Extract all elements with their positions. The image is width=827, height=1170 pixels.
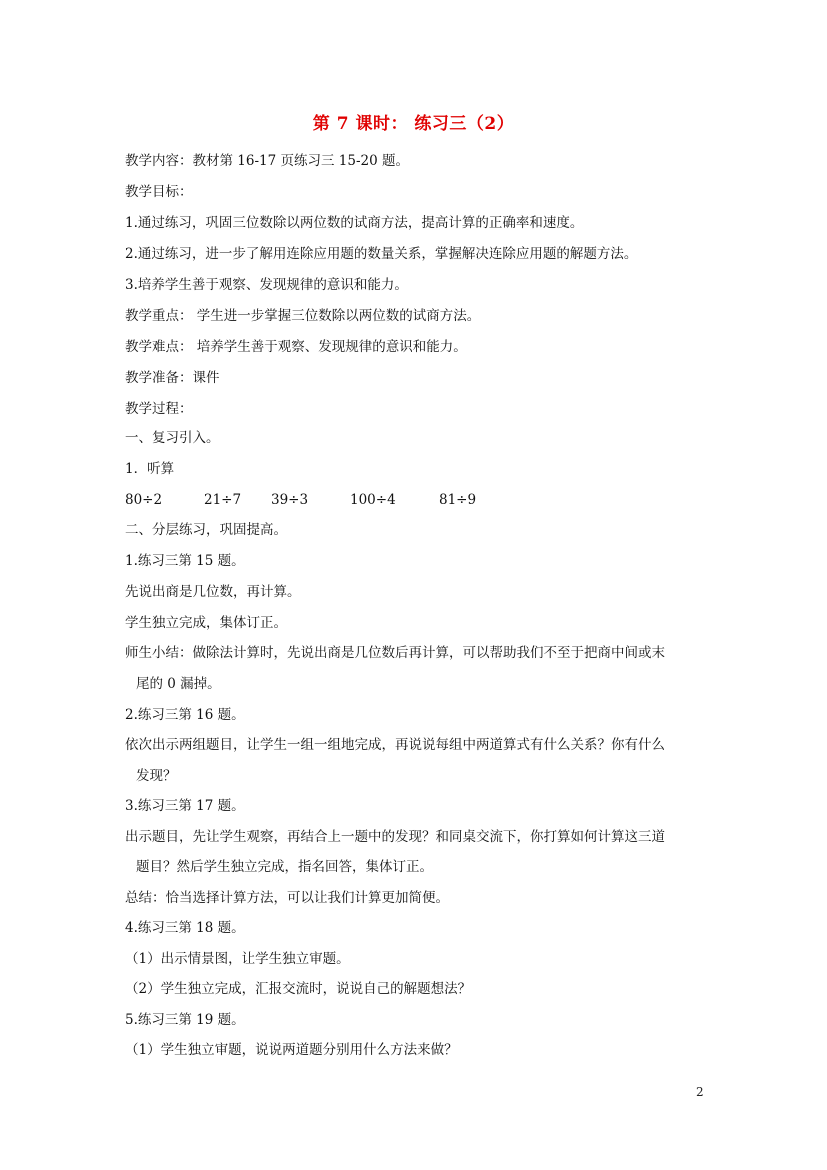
text-line: 发现？ <box>136 768 177 784</box>
text-line: 1．听算 <box>125 461 175 477</box>
text-line: 题目？然后学生独立完成，指名回答，集体订正。 <box>136 859 433 875</box>
text-line: （2）学生独立完成，汇报交流时，说说自己的解题想法？ <box>125 981 472 997</box>
calc-item: 21÷7 <box>204 492 242 508</box>
text-line: （1）出示情景图，让学生独立审题。 <box>125 951 350 967</box>
calc-item: 81÷9 <box>439 492 477 508</box>
text-line: 教学过程： <box>125 401 193 417</box>
text-line: 教学目标： <box>125 184 193 200</box>
text-line: 总结：恰当选择计算方法，可以让我们计算更加简便。 <box>125 890 449 906</box>
text-line: （1）学生独立审题，说说两道题分别用什么方法来做？ <box>125 1042 458 1058</box>
calc-row <box>125 490 476 510</box>
text-line: 学生独立完成，集体订正。 <box>125 615 287 631</box>
text-line: 一、复习引入。 <box>125 430 220 446</box>
text-line: 3.练习三第 17 题。 <box>125 798 245 814</box>
text-line: 3.培养学生善于观察、发现规律的意识和能力。 <box>125 277 408 293</box>
text-line: 2.通过练习，进一步了解用连除应用题的数量关系，掌握解决连除应用题的解题方法。 <box>125 246 638 262</box>
page-title: 第 7 课时： 练习三（2） <box>312 114 515 134</box>
text-line: 先说出商是几位数，再计算。 <box>125 584 301 600</box>
text-line: 出示题目，先让学生观察，再结合上一题中的发现？和同桌交流下，你打算如何计算这三道 <box>125 829 665 845</box>
text-line: 依次出示两组题目，让学生一组一组地完成，再说说每组中两道算式有什么关系？你有什么 <box>125 737 665 753</box>
text-line: 教学难点： 培养学生善于观察、发现规律的意识和能力。 <box>125 339 467 355</box>
calc-item: 39÷3 <box>271 492 309 508</box>
text-line: 1.练习三第 15 题。 <box>125 553 245 569</box>
text-line: 4.练习三第 18 题。 <box>125 920 245 936</box>
text-line: 尾的 0 漏掉。 <box>136 676 221 692</box>
text-line: 教学准备：课件 <box>125 370 220 386</box>
text-line: 1.通过练习，巩固三位数除以两位数的试商方法，提高计算的正确率和速度。 <box>125 215 584 231</box>
text-line: 二、分层练习，巩固提高。 <box>125 522 287 538</box>
text-line: 师生小结：做除法计算时，先说出商是几位数后再计算，可以帮助我们不至于把商中间或末 <box>125 645 665 661</box>
calc-item: 100÷4 <box>350 492 396 508</box>
page-number: 2 <box>696 1085 704 1099</box>
calc-item: 80÷2 <box>125 492 163 508</box>
text-line: 教学重点： 学生进一步掌握三位数除以两位数的试商方法。 <box>125 308 481 324</box>
text-line: 教学内容：教材第 16-17 页练习三 15-20 题。 <box>125 153 410 169</box>
text-line: 2.练习三第 16 题。 <box>125 707 245 723</box>
text-line: 5.练习三第 19 题。 <box>125 1012 245 1028</box>
